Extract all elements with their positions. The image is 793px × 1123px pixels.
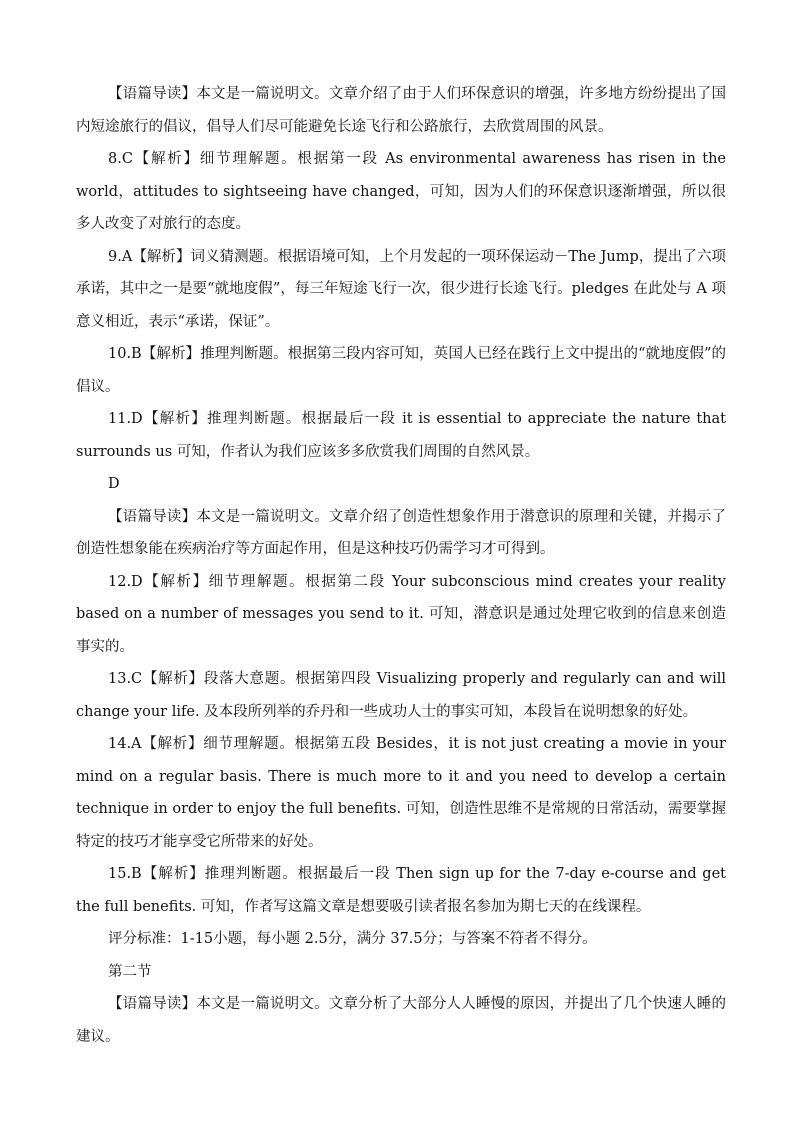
- answer-14-explanation: 14.A【解析】细节理解题。根据第五段 Besides，it is not just creating a movie in your mind on a regular basis. There is much more to it and you need to develop a certain technique in order to enjoy the full benefits. 可知，创造性思维不是常规的日常活动，需要掌握特定的技巧才能享受它所带来的好处。: [76, 736, 726, 850]
- passage-d-heading: D: [108, 476, 120, 492]
- answer-13-explanation: 13.C【解析】段落大意题。根据第四段 Visualizing properly and regularly can and will change your life. 及本段所列举的乔丹和一些成功人士的事实可知，本段旨在说明想象的好处。: [76, 671, 726, 720]
- answer-12-explanation: 12.D【解析】细节理解题。根据第二段 Your subconscious mind creates your reality based on a number of messages you send to it. 可知，潜意识是通过处理它收到的信息来创造事实的。: [76, 573, 726, 655]
- answer-explanations: [76, 78, 726, 1053]
- section-two-heading: 第二节: [108, 963, 152, 980]
- section-two-guide: 【语篇导读】本文是一篇说明文。文章分析了大部分人人睡慢的原因，并提出了几个快速人睡的建议。: [76, 996, 726, 1045]
- answer-15-explanation: 15.B【解析】推理判断题。根据最后一段 Then sign up for the 7-day e-course and get the full benefits. 可知，作者写这篇文章是想要吸引读者报名参加为期七天的在线课程。: [76, 866, 726, 915]
- passage-d-guide: 【语篇导读】本文是一篇说明文。文章介绍了创造性想象作用于潜意识的原理和关键，并揭示了创造性想象能在疾病治疗等方面起作用，但是这种技巧仍需学习才可得到。: [76, 508, 726, 557]
- passage-c-guide: 【语篇导读】本文是一篇说明文。文章介绍了由于人们环保意识的增强，许多地方纷纷提出了国内短途旅行的倡议，倡导人们尽可能避免长途飞行和公路旅行，去欣赏周围的风景。: [76, 86, 726, 135]
- answer-11-explanation: 11.D【解析】推理判断题。根据最后一段 it is essential to appreciate the nature that surrounds us 可知，作者认为我们应该多多欣赏我们周围的自然风景。: [76, 411, 726, 460]
- answer-9-explanation: 9.A【解析】词义猜测题。根据语境可知，上个月发起的一项环保运动－The Jump，提出了六项承诺，其中之一是要“就地度假”，每三年短途飞行一次，很少进行长途飞行。pledges 在此处与 A 项意义相近，表示“承诺，保证”。: [76, 248, 726, 330]
- scoring-criteria: 评分标准：1-15小题，每小题 2.5分，满分 37.5分；与答案不符者不得分。: [108, 931, 597, 947]
- answer-10-explanation: 10.B【解析】推理判断题。根据第三段内容可知，英国人已经在践行上文中提出的“就地度假”的倡议。: [76, 346, 726, 395]
- answer-8-explanation: 8.C【解析】细节理解题。根据第一段 As environmental awareness has risen in the world，attitudes to sightseeing have changed，可知，因为人们的环保意识逐渐增强，所以很多人改变了对旅行的态度。: [76, 151, 726, 232]
